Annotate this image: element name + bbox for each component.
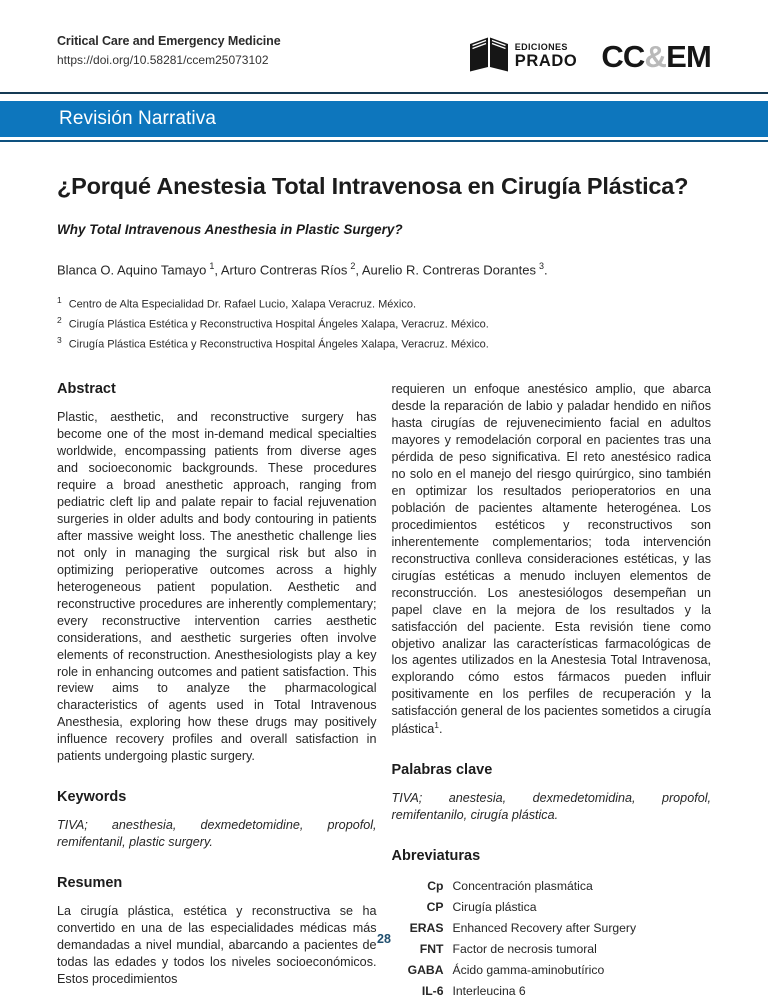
banner-bottom-rule	[0, 140, 768, 142]
abbreviation-term: CP	[426, 900, 444, 915]
article-title: ¿Porqué Anestesia Total Intravenosa en Cirugía Plástica?	[57, 173, 689, 199]
affiliation-sup: 2	[57, 315, 62, 326]
abbreviation-term: IL-6	[421, 984, 444, 998]
journal-info	[57, 34, 281, 69]
author-separator: ,	[214, 262, 221, 278]
wordmark-em: EM	[666, 39, 711, 74]
authors-line	[57, 261, 711, 277]
article-content	[0, 173, 768, 998]
affiliation-row	[57, 334, 711, 354]
wordmark-ampersand: &	[644, 39, 667, 74]
wordmark-cc: CC	[601, 39, 645, 74]
affiliation-row	[57, 314, 711, 334]
abreviaturas-heading: Abreviaturas	[391, 848, 481, 865]
journal-wordmark	[601, 41, 711, 72]
publisher-logo	[468, 36, 578, 77]
author-affiliation-sup: 3	[539, 261, 545, 271]
top-rule	[0, 92, 768, 94]
resumen-heading: Resumen	[57, 875, 123, 891]
abbreviation-definition: Cirugía plástica	[452, 900, 537, 915]
author-separator: .	[544, 262, 548, 278]
right-column	[392, 381, 712, 998]
abbreviation-definition: Concentración plasmática	[452, 879, 593, 894]
abbreviation-term: Cp	[427, 879, 444, 894]
publisher-name-top: EDICIONES	[514, 42, 568, 53]
resumen-text: La cirugía plástica, estética y reconstructiva se ha convertido en una de las especialidades médicas más demandadas a nivel mundial, abarcando a pacientes de todas las edades y todos los niveles socioeconómicos. Estos procedimientos	[57, 904, 377, 986]
palabras-clave-heading: Palabras clave	[391, 762, 493, 779]
abbreviation-term: GABA	[407, 963, 444, 978]
abbreviation-definition: Enhanced Recovery after Surgery	[452, 921, 637, 936]
affiliation-text: Cirugía Plástica Estética y Reconstructiva Hospital Ángeles Xalapa, Veracruz. México.	[68, 318, 489, 331]
doi-link[interactable]: https://doi.org/10.58281/ccem25073102	[57, 53, 269, 67]
page-header	[0, 0, 768, 77]
keywords-text: TIVA; anesthesia, dexmedetomidine, propofol, remifentanil, plastic surgery.	[57, 818, 377, 850]
author-name: Blanca O. Aquino Tamayo	[57, 262, 207, 278]
author-name: Arturo Contreras Ríos	[220, 262, 348, 278]
abbreviation-definition: Factor de necrosis tumoral	[452, 942, 597, 957]
two-column-body	[57, 381, 711, 998]
page-number: 28	[377, 932, 391, 946]
palabras-clave-text: TIVA; anestesia, dexmedetomidina, propofol, remifentanilo, cirugía plástica.	[391, 791, 711, 823]
resumen-continuation-text	[392, 381, 712, 738]
abstract-text: Plastic, aesthetic, and reconstructive surgery has become one of the most in-demand medical specialties worldwide, encompassing patients from diverse ages and socioeconomic backgrounds. These procedures require a broad anesthetic approach, ranging from pediatric cleft lip and palate repair to facial rejuvenation surgeries in older adults and body contouring in patients after massive weight loss. The anesthetic challenge lies not only in managing the surgical risk but also in optimizing perioperative outcomes across a highly heterogeneous patient population. Aesthetic and reconstructive procedures are inherently complementary; every reconstructive intervention carries aesthetic considerations, and aesthetic surgeries often involve elements of reconstruction. Anesthesiologists play a key role in enhancing outcomes and patient satisfaction. This review aims to analyze the pharmacological characteristics of agents used in Total Intravenous Anesthesia, exploring how these drugs may positively influence recovery profiles and overall satisfaction in patients undergoing plastic surgery.	[57, 410, 377, 764]
page-footer	[0, 930, 768, 948]
author-separator: ,	[355, 262, 362, 278]
journal-title: Critical Care and Emergency Medicine	[57, 34, 281, 48]
affiliation-sup: 1	[57, 295, 62, 306]
resumen-tail-period: .	[438, 722, 443, 737]
header-logos	[468, 36, 711, 77]
affiliation-row	[57, 294, 711, 314]
resumen-footnote-sup: 1	[434, 720, 439, 731]
publisher-name-bottom: PRADO	[514, 52, 578, 71]
section-type-banner	[0, 101, 768, 137]
abbreviation-definition: Ácido gamma-aminobutírico	[452, 963, 605, 978]
affiliation-text: Centro de Alta Especialidad Dr. Rafael Lucio, Xalapa Veracruz. México.	[68, 298, 417, 311]
abstract-heading: Abstract	[57, 381, 116, 398]
affiliation-text: Cirugía Plástica Estética y Reconstructiva Hospital Ángeles Xalapa, Veracruz. México.	[68, 338, 489, 351]
author-affiliation-sup: 2	[350, 261, 356, 271]
section-type-label: Revisión Narrativa	[59, 108, 217, 129]
abbreviation-definition: Interleucina 6	[452, 984, 526, 998]
abbreviation-term: FNT	[419, 942, 444, 957]
affiliations-block	[57, 294, 711, 353]
abbreviation-term: ERAS	[409, 921, 444, 936]
article-subtitle: Why Total Intravenous Anesthesia in Plastic Surgery?	[57, 222, 403, 237]
affiliation-sup: 3	[57, 334, 62, 345]
author-affiliation-sup: 1	[209, 261, 215, 271]
left-column	[57, 381, 377, 998]
keywords-heading: Keywords	[57, 789, 127, 806]
author-name: Aurelio R. Contreras Dorantes	[361, 262, 536, 278]
resumen-continuation-body: requieren un enfoque anestésico amplio, que abarca desde la reparación de labio y paladar hendido en niños hasta cirugías de rejuvenecimiento facial en adultos mayores y remodelación corporal en pacientes tras una pérdida de peso significativa. El reto anestésico radica no solo en el manejo del riesgo quirúrgico, sino también en optimizar los resultados perioperatorios en una población de pacientes altamente heterogénea. Los procedimientos estéticos y reconstructivos son inherentemente complementarios; toda intervención reconstructiva conlleva consideraciones estéticas, y las cirugías estéticas a menudo incluyen elementos de reconstrucción. Los anestesiólogos desempeñan un papel clave en la mejora de los resultados y la satisfacción del paciente. Esta revisión tiene como objetivo analizar las características farmacológicas de los agentes utilizados en la Anestesia Total Intravenosa, explorando cómo estos fármacos pueden influir positivamente en los perfiles de recuperación y la satisfacción general de los pacientes sometidos a cirugía plástica	[391, 382, 711, 737]
open-book-icon	[468, 36, 510, 77]
publisher-name	[515, 43, 578, 70]
